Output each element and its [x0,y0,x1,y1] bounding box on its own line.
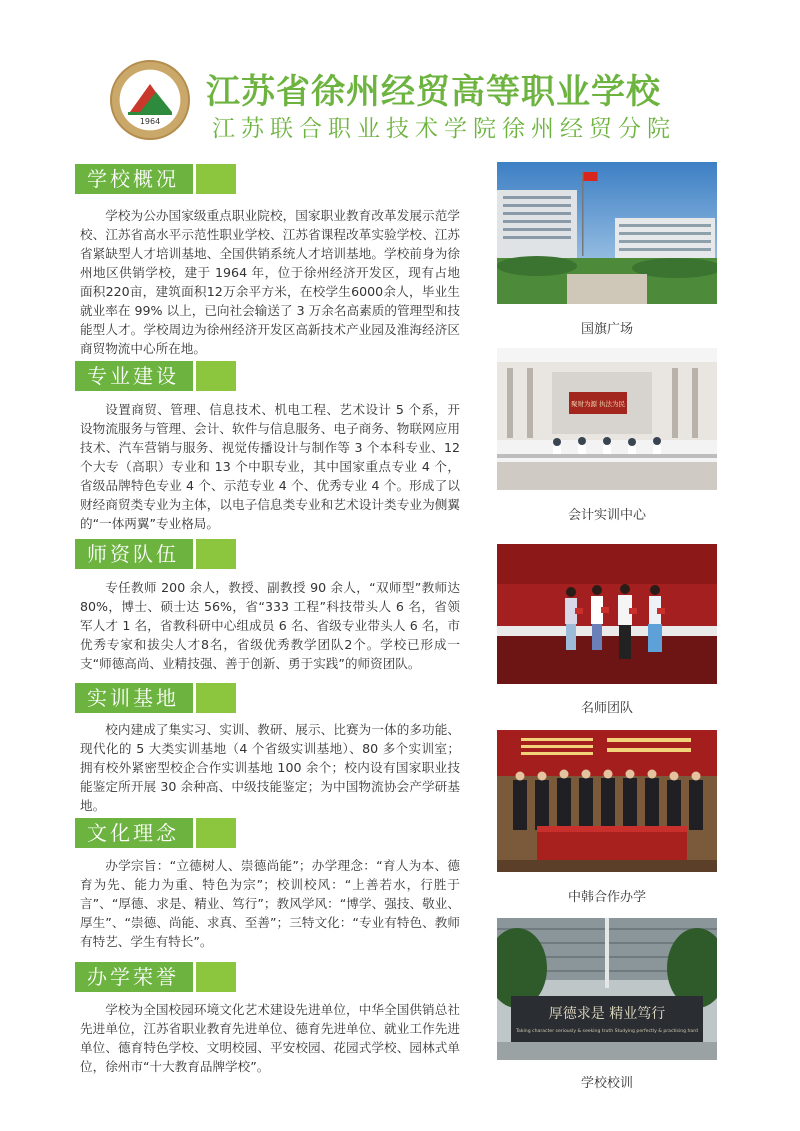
section-text-faculty: 专任教师 200 余人，教授、副教授 90 余人，“双师型”教师达 80%，博士、硕士达 56%，省“333 工程”科技带头人 6 名，省领军人才 1 名，省教科研中心组成员 6 名、省级专业带头人 6 名，市优秀专家和拔尖人才8名，省级优秀教学团队2个。学校已形成一支“师德高尚、业精技强、善于创新、勇于实践”的师资团队。 [80,580,460,671]
motto-english-text: Taking character seriously & seeking truth Studying perfectly & practising hard [516,1029,698,1034]
section-heading-training [75,683,236,713]
heading-accent-block [196,539,236,569]
section-text-training: 校内建成了集实习、实训、教研、展示、比赛为一体的多功能、现代化的 5 大类实训基地（4 个省级实训基地）、80 多个实训室；拥有校外紧密型校企合作实训基地 100 余个；校内设有国家职业技能鉴定所开展 30 余种高、中级技能鉴定；为中国物流协会产学研基地。 [80,722,460,813]
photo-school-motto [497,918,717,1060]
section-heading-faculty [75,539,236,569]
section-heading-majors [75,361,236,391]
photo-caption: 学校校训 [580,1076,633,1091]
logo-year: 1964 [139,117,161,126]
section-text-culture: 办学宗旨：“立德树人、崇德尚能”；办学理念：“育人为本、德育为先、能力为重、特色为宗”；校训校风：“上善若水，行胜于言”、“厚德、求是、精业、笃行”；教风学风：“博学、强技、敬业、厚生”、“崇德、尚能、求真、至善”；三特文化：“专业有特色、教师有特艺、学生有特长”。 [80,858,460,949]
photo-accounting-center [497,348,717,490]
photo-flag-square [497,162,717,304]
section-heading-overview [75,164,236,194]
photo-caption: 名师团队 [580,701,633,716]
section-heading-label: 师资队伍 [75,539,193,569]
section-text-overview: 学校为公办国家级重点职业院校，国家职业教育改革发展示范学校、江苏省高水平示范性职业学校、江苏省课程改革实验学校、江苏省紧缺型人才培训基地、全国供销系统人才培训基地。学校前身为徐州地区供销学校，建于 1964 年，位于徐州经济开发区，现有占地面积220亩，建筑面积12万余平方米，在校学生6000余人，毕业生就业率在 99% 以上，已向社会输送了 3 万余名高素质的管理型和技能型人才。学校周边为徐州经济开发区高新技术产业园及淮海经济区商贸物流中心所在地。 [80,208,460,356]
heading-accent-block [196,818,236,848]
logo-emblem-icon [112,62,188,138]
photo-teacher-team [497,544,717,684]
section-heading-label: 专业建设 [75,361,193,391]
heading-accent-block [196,683,236,713]
motto-text: 厚德求是 精业笃行 [548,1006,666,1022]
section-text-majors: 设置商贸、管理、信息技术、机电工程、艺术设计 5 个系，开设物流服务与管理、会计、软件与信息服务、电子商务、物联网应用技术、汽车营销与服务、视觉传播设计与制作等 3 个本科专业、12 个大专（高职）专业和 13 个中职专业，其中国家重点专业 4 个，省级品牌特色专业 4 个、示范专业 4 个、优秀专业 4 个。形成了以财经商贸类专业为主体，以电子信息类专业和艺术设计类专业为侧翼的“一体两翼”专业格局。 [80,402,460,531]
section-heading-honors [75,962,236,992]
heading-accent-block [196,164,236,194]
section-heading-label: 文化理念 [75,818,193,848]
heading-accent-block [196,361,236,391]
page-title: 江苏省徐州经贸高等职业学校 [206,72,661,112]
section-heading-culture [75,818,236,848]
photo-caption: 国旗广场 [580,322,633,337]
photo-caption: 会计实训中心 [567,508,646,523]
section-text-honors: 学校为全国校园环境文化艺术建设先进单位，中华全国供销总社先进单位，江苏省职业教育先进单位、德育先进单位、就业工作先进单位、德育特色学校、文明校园、平安校园、花园式学校、园林式单位，徐州市“十大教育品牌学校”。 [80,1002,460,1074]
section-heading-label: 办学荣誉 [75,962,193,992]
school-logo [110,60,190,140]
photo-caption: 中韩合作办学 [567,890,646,905]
photo-banner-text: 聚财为源 执法为民 [570,400,626,408]
page-subtitle: 江苏联合职业技术学院徐州经贸分院 [212,116,676,142]
photo-sino-korean-cooperation [497,730,717,872]
section-heading-label: 学校概况 [75,164,193,194]
heading-accent-block [196,962,236,992]
section-heading-label: 实训基地 [75,683,193,713]
